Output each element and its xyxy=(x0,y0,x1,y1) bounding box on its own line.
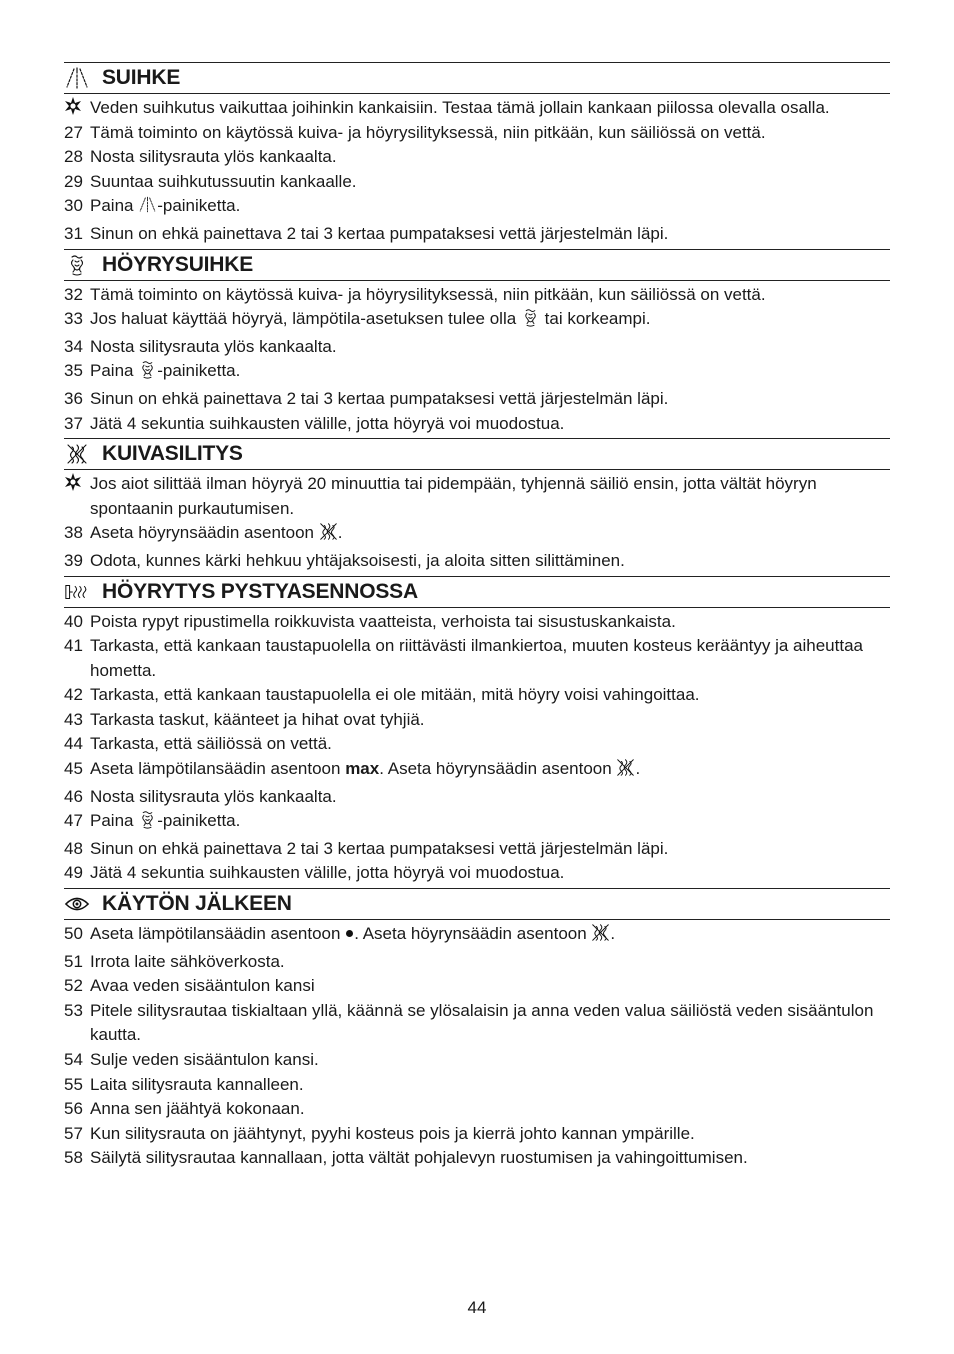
list-item xyxy=(64,1146,890,1171)
item-number: 56 xyxy=(64,1099,83,1119)
item-text: Avaa veden sisääntulon kansi xyxy=(90,976,315,996)
list-item xyxy=(64,922,890,950)
instruction-list xyxy=(64,610,890,887)
item-number: 38 xyxy=(64,523,83,543)
item-number: 39 xyxy=(64,550,83,570)
item-number: 48 xyxy=(64,838,83,858)
item-number: 49 xyxy=(64,863,83,883)
page-content xyxy=(64,60,890,1171)
warning-star-icon xyxy=(64,97,82,115)
item-text-part: . xyxy=(337,523,343,543)
section-title: KÄYTÖN JÄLKEEN xyxy=(102,892,292,916)
item-number: 55 xyxy=(64,1074,83,1094)
list-item xyxy=(64,283,890,308)
item-text xyxy=(90,521,890,549)
page-number: 44 xyxy=(467,1298,487,1317)
list-item xyxy=(64,809,890,837)
item-number: 47 xyxy=(64,811,83,831)
item-text: Tarkasta, että kankaan taustapuolella ei ole mitään, mitä höyry voisi vahingoittaa. xyxy=(90,685,700,705)
item-text: Tämä toiminto on käytössä kuiva- ja höyrysilityksessä, niin pitkään, kun säiliössä on vettä. xyxy=(90,122,766,142)
item-text: Poista rypyt ripustimella roikkuvista vaatteista, verhoista tai sisustuskankaista. xyxy=(90,611,676,631)
list-item xyxy=(64,170,890,195)
list-item xyxy=(64,1048,890,1073)
item-number: 45 xyxy=(64,759,83,779)
instruction-list xyxy=(64,283,890,437)
list-item xyxy=(64,861,890,886)
dry-iron-icon xyxy=(616,758,635,785)
item-text: Sulje veden sisääntulon kansi. xyxy=(90,1050,319,1069)
item-text-part: Paina xyxy=(90,811,139,831)
list-item xyxy=(64,335,890,360)
list-item xyxy=(64,194,890,222)
item-number: 43 xyxy=(64,709,83,729)
item-text-part: -painiketta. xyxy=(157,361,241,381)
item-text xyxy=(90,359,890,387)
item-text-part: . Aseta höyrynsäädin asentoon xyxy=(379,759,617,779)
item-number: 36 xyxy=(64,388,83,408)
steam-shot-icon xyxy=(138,360,157,387)
item-text: Sinun on ehkä painettava 2 tai 3 kertaa pumpataksesi vettä järjestelmän läpi. xyxy=(90,838,669,858)
steam-shot-icon xyxy=(138,810,157,837)
dry-iron-icon xyxy=(64,443,90,465)
list-item xyxy=(64,412,890,437)
item-text: Kun silitysrauta on jäähtynyt, pyyhi kosteus pois ja kierrä johto kannan ympärille. xyxy=(90,1123,695,1143)
list-item xyxy=(64,145,890,170)
item-number: 50 xyxy=(64,924,83,944)
section-title: HÖYRYTYS PYSTYASENNOSSA xyxy=(102,579,418,603)
list-item xyxy=(64,785,890,810)
item-text xyxy=(90,757,890,785)
list-item xyxy=(64,1073,890,1098)
list-item xyxy=(64,732,890,757)
item-text: Laita silitysrauta kannalleen. xyxy=(90,1074,304,1094)
item-number: 31 xyxy=(64,223,83,243)
item-text: Pitele silitysrautaa tiskialtaan yllä, käännä se ylösalaisin ja anna veden valua säiliöstä veden sisääntulon kautta. xyxy=(90,1000,874,1045)
item-text-part: . Aseta höyrynsäädin asentoon xyxy=(354,924,592,944)
spray-icon xyxy=(138,195,157,222)
list-item xyxy=(64,837,890,862)
item-number: 40 xyxy=(64,611,83,631)
item-number: 34 xyxy=(64,336,83,356)
section-header xyxy=(64,62,890,94)
warning-note xyxy=(64,472,890,521)
item-number: 28 xyxy=(64,147,83,167)
note-text: Jos aiot silittää ilman höyryä 20 minuuttia tai pidempään, tyhjennä säiliö ensin, jotta vältät höyryn spontaanin purkautumisen. xyxy=(90,474,817,518)
item-text: Tarkasta, että säiliössä on vettä. xyxy=(90,734,332,754)
steam-shot-icon xyxy=(521,308,540,335)
item-number: 32 xyxy=(64,284,83,304)
item-text: Säilytä silitysrautaa kannallaan, jotta vältät pohjalevyn ruostumisen ja vahingoittumisen. xyxy=(90,1148,748,1168)
list-item xyxy=(64,999,890,1048)
list-item xyxy=(64,1097,890,1122)
item-text-part: -painiketta. xyxy=(157,811,241,831)
spray-icon xyxy=(64,67,90,89)
section-title: KUIVASILITYS xyxy=(102,442,243,466)
list-item xyxy=(64,610,890,635)
setting-max: max xyxy=(345,759,380,779)
item-text xyxy=(90,194,890,222)
section-header xyxy=(64,438,890,470)
list-item xyxy=(64,950,890,975)
list-item xyxy=(64,359,890,387)
item-number: 42 xyxy=(64,685,83,705)
item-text: Tarkasta taskut, käänteet ja hihat ovat tyhjiä. xyxy=(90,709,425,729)
item-text-part: Paina xyxy=(90,361,139,381)
item-text: Sinun on ehkä painettava 2 tai 3 kertaa pumpataksesi vettä järjestelmän läpi. xyxy=(90,223,669,243)
item-text: Nosta silitysrauta ylös kankaalta. xyxy=(90,336,337,356)
instruction-list xyxy=(64,472,890,573)
instruction-list xyxy=(64,96,890,247)
item-text xyxy=(90,922,890,950)
item-number: 41 xyxy=(64,636,83,656)
item-number: 33 xyxy=(64,309,83,329)
item-number: 35 xyxy=(64,361,83,381)
section-header xyxy=(64,888,890,920)
list-item xyxy=(64,683,890,708)
item-text-part: Aseta lämpötilansäädin asentoon xyxy=(90,759,346,779)
item-text: Suuntaa suihkutussuutin kankaalle. xyxy=(90,171,357,191)
item-text: Jätä 4 sekuntia suihkausten välille, jotta höyryä voi muodostua. xyxy=(90,413,565,433)
item-text: Tämä toiminto on käytössä kuiva- ja höyrysilityksessä, niin pitkään, kun säiliössä on vettä. xyxy=(90,284,766,304)
item-number: 44 xyxy=(64,734,83,754)
list-item xyxy=(64,757,890,785)
warning-note xyxy=(64,96,890,121)
item-text: Irrota laite sähköverkosta. xyxy=(90,951,285,971)
item-number: 52 xyxy=(64,976,83,996)
item-text-part: Paina xyxy=(90,196,139,216)
item-text: Anna sen jäähtyä kokonaan. xyxy=(90,1099,305,1119)
item-text-part: . xyxy=(610,924,616,944)
section-title: HÖYRYSUIHKE xyxy=(102,252,254,276)
item-number: 46 xyxy=(64,786,83,806)
list-item xyxy=(64,222,890,247)
list-item xyxy=(64,121,890,146)
dry-iron-icon xyxy=(591,923,610,950)
list-item xyxy=(64,708,890,733)
item-text: Tarkasta, että kankaan taustapuolella on riittävästi ilmankiertoa, muuten kosteus kerääntyy ja aiheuttaa hometta. xyxy=(90,636,863,680)
item-number: 53 xyxy=(64,1000,83,1020)
item-text-part: -painiketta. xyxy=(157,196,241,216)
item-text: Nosta silitysrauta ylös kankaalta. xyxy=(90,786,337,806)
list-item xyxy=(64,307,890,335)
item-number: 54 xyxy=(64,1050,83,1069)
item-text: Nosta silitysrauta ylös kankaalta. xyxy=(90,147,337,167)
item-text: Sinun on ehkä painettava 2 tai 3 kertaa pumpataksesi vettä järjestelmän läpi. xyxy=(90,388,669,408)
section-title: SUIHKE xyxy=(102,66,181,89)
item-text-part: Jos haluat käyttää höyryä, lämpötila-asetuksen tulee olla xyxy=(90,309,521,329)
item-text xyxy=(90,809,890,837)
item-text-part: tai korkeampi. xyxy=(539,309,651,329)
item-text: Odota, kunnes kärki hehkuu yhtäjaksoisesti, ja aloita sitten silittäminen. xyxy=(90,550,625,570)
item-number: 51 xyxy=(64,951,83,971)
item-number: 27 xyxy=(64,122,83,142)
list-item xyxy=(64,549,890,574)
item-text-part: . xyxy=(635,759,641,779)
eye-icon xyxy=(64,893,90,915)
steam-shot-icon xyxy=(64,254,90,276)
list-item xyxy=(64,974,890,999)
item-text xyxy=(90,307,890,335)
item-number: 29 xyxy=(64,171,83,191)
instruction-list xyxy=(64,922,890,1171)
item-text-part: Aseta lämpötilansäädin asentoon xyxy=(90,924,346,944)
item-number: 58 xyxy=(64,1148,83,1168)
list-item xyxy=(64,634,890,683)
item-text-part: Aseta höyrynsäädin asentoon xyxy=(90,523,319,543)
warning-star-icon xyxy=(64,473,82,491)
item-number: 57 xyxy=(64,1123,83,1143)
item-text: Jätä 4 sekuntia suihkausten välille, jotta höyryä voi muodostua. xyxy=(90,863,565,883)
list-item xyxy=(64,1122,890,1147)
vertical-steam-icon xyxy=(64,581,90,603)
list-item xyxy=(64,521,890,549)
dry-iron-icon xyxy=(319,522,338,549)
dot-setting-icon xyxy=(346,930,353,937)
section-header xyxy=(64,249,890,281)
item-number: 37 xyxy=(64,413,83,433)
list-item xyxy=(64,387,890,412)
section-header xyxy=(64,576,890,608)
item-number: 30 xyxy=(64,196,83,216)
note-text: Veden suihkutus vaikuttaa joihinkin kankaisiin. Testaa tämä jollain kankaan piilossa olevalla osalla. xyxy=(90,98,830,117)
